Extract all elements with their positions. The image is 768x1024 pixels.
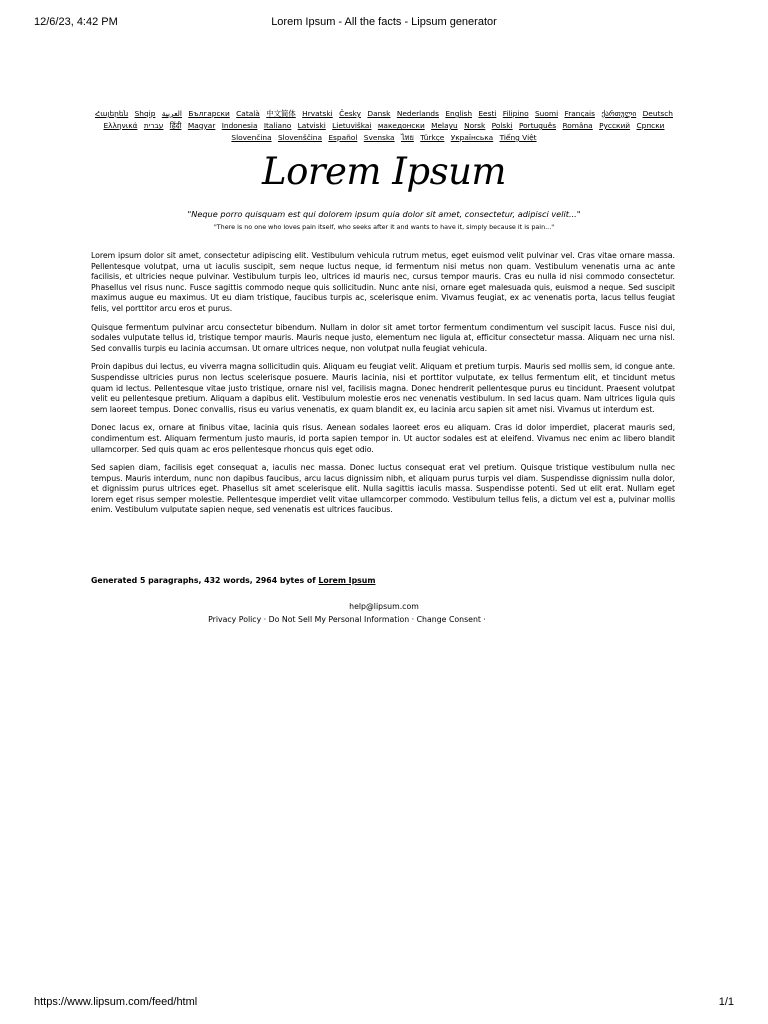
separator: ·	[409, 615, 417, 624]
language-link[interactable]: Català	[236, 109, 260, 118]
language-link[interactable]: Latviski	[297, 121, 326, 130]
print-url: https://www.lipsum.com/feed/html	[34, 996, 198, 1008]
language-link[interactable]: English	[445, 109, 473, 118]
paragraph: Donec lacus ex, ornare at finibus vitae, lacinia quis risus. Aenean sodales laoreet eros eu aliquam. Cras id dolor imperdiet, placerat mauris sed, condimentum est. Aliquam fermentum justo mauris, id porta sapien tempor in. Ut auctor sodales est at eleifend. Vivamus nec enim ac libero blandit ullamcorper. Sed quis quam ac eros pellentesque rhoncus quis eget odio.	[91, 423, 675, 454]
print-datetime: 12/6/23, 4:42 PM	[34, 16, 118, 28]
separator: ·	[261, 615, 269, 624]
language-link[interactable]: Magyar	[187, 121, 216, 130]
generated-summary	[91, 576, 376, 585]
language-link[interactable]: Indonesia	[221, 121, 258, 130]
language-link[interactable]: Eesti	[478, 109, 497, 118]
language-link[interactable]: Français	[564, 109, 595, 118]
language-link[interactable]: Norsk	[464, 121, 486, 130]
language-link[interactable]: Slovenščina	[277, 133, 323, 142]
language-link[interactable]: ไทย	[400, 133, 414, 142]
language-link[interactable]: Shqip	[134, 109, 156, 118]
language-link[interactable]: Româna	[562, 121, 593, 130]
language-link[interactable]: हिंदी	[169, 121, 182, 130]
print-page-title: Lorem Ipsum - All the facts - Lipsum generator	[271, 16, 497, 28]
language-link[interactable]: Slovenčina	[231, 133, 272, 142]
language-link[interactable]: Српски	[636, 121, 665, 130]
language-link[interactable]: Lietuviškai	[332, 121, 372, 130]
language-link[interactable]: Հայերեն	[95, 109, 129, 118]
lipsum-text	[91, 251, 675, 524]
paragraph: Quisque fermentum pulvinar arcu consectetur bibendum. Nullam in dolor sit amet tortor fermentum condimentum vel suscipit lacus. Fusce nisi dui, sodales vulputate tellus id, tristique tempor mauris. Mauris neque justo, elementum nec ligula at, efficitur consectetur massa. Aliquam nec urna nisl. Sed convallis turpis eu lacinia accumsan. Ut ornare ultrices neque, non volutpat nulla feugiat vehicula.	[91, 322, 675, 353]
footer-links	[0, 615, 694, 624]
change-consent-link[interactable]: Change Consent	[416, 615, 481, 624]
lorem-ipsum-link[interactable]: Lorem Ipsum	[318, 576, 376, 585]
english-quote: "There is no one who loves pain itself, who seeks after it and wants to have it, simply because it is pain..."	[213, 223, 555, 231]
print-header	[34, 16, 734, 30]
language-link[interactable]: Nederlands	[396, 109, 439, 118]
language-link[interactable]: Hrvatski	[302, 109, 333, 118]
language-link[interactable]: עברית	[143, 121, 164, 130]
language-link[interactable]: Italiano	[263, 121, 292, 130]
language-link[interactable]: Polski	[491, 121, 513, 130]
language-links	[88, 108, 680, 144]
language-link[interactable]: Ελληνικά	[103, 121, 138, 130]
language-link[interactable]: 中文简体	[266, 109, 296, 118]
generated-summary-text: Generated 5 paragraphs, 432 words, 2964 bytes of	[91, 576, 316, 585]
language-link[interactable]: Türkçe	[420, 133, 445, 142]
paragraph: Sed sapien diam, facilisis eget consequat a, iaculis nec massa. Donec luctus consequat erat vel pretium. Quisque tristique vestibulum nulla nec tempus. Mauris interdum, nunc non dapibus faucibus, arcu lacus dignissim nibh, et aliquam purus turpis vel diam. Suspendisse dignissim nulla dolor, et dignissim purus ultrices eget. Phasellus sit amet scelerisque elit. Nulla sagittis iaculis massa. Suspendisse potenti. Sed ut elit erat. Nullam eget lorem eget risus semper molestie. Pellentesque imperdiet velit vitae ullamcorper commodo. Vestibulum tellus felis, a dictum vel est a, pulvinar mollis enim. Vestibulum vulputate sapien neque, sed venenatis est ultrices faucibus.	[91, 463, 675, 515]
language-link[interactable]: Русский	[599, 121, 631, 130]
language-link[interactable]: ქართული	[601, 109, 637, 118]
language-link[interactable]: Tiếng Việt	[499, 133, 537, 142]
language-link[interactable]: Deutsch	[642, 109, 673, 118]
site-title: Lorem Ipsum	[262, 150, 506, 193]
language-link[interactable]: Suomi	[534, 109, 559, 118]
language-link[interactable]: Български	[188, 109, 230, 118]
do-not-sell-link[interactable]: Do Not Sell My Personal Information	[268, 615, 410, 624]
latin-quote: "Neque porro quisquam est qui dolorem ipsum quia dolor sit amet, consectetur, adipisci velit..."	[187, 209, 581, 219]
privacy-policy-link[interactable]: Privacy Policy	[208, 615, 262, 624]
language-link[interactable]: Svenska	[363, 133, 395, 142]
contact-email[interactable]: help@lipsum.com	[349, 602, 419, 611]
print-page-count: 1/1	[718, 996, 734, 1008]
language-link[interactable]: Melayu	[431, 121, 458, 130]
language-link[interactable]: македонски	[377, 121, 425, 130]
paragraph: Lorem ipsum dolor sit amet, consectetur adipiscing elit. Vestibulum vehicula rutrum metus, eget euismod velit pulvinar vel. Cras vitae ornare massa. Pellentesque volutpat, urna ut iaculis suscipit, sem neque luctus neque, id fermentum nisi metus non quam. Vestibulum venenatis urna ac ante facilisis, et ultricies neque pulvinar. Vestibulum turpis leo, ultrices id mauris nec, cursus tempor mauris. Cras eu nulla id nisi commodo consectetur. Phasellus vel risus nunc. Fusce sagittis commodo neque quis sollicitudin. Nunc ante nisi, ornare eget malesuada quis, euismod a neque. Sed suscipit maximus augue eu maximus. Ut eu diam tristique, faucibus turpis ac, scelerisque enim. Vivamus feugiat, ex ac venenatis porta, lacus tellus feugiat felis, vel porttitor arcu eros et purus.	[91, 251, 675, 313]
language-link[interactable]: Українська	[450, 133, 494, 142]
language-link[interactable]: Português	[518, 121, 557, 130]
separator: ·	[480, 615, 486, 624]
language-link[interactable]: العربية	[161, 109, 182, 118]
print-footer	[34, 996, 734, 1010]
paragraph: Proin dapibus dui lectus, eu viverra magna sollicitudin quis. Aliquam eu feugiat velit. Aliquam et pretium turpis. Mauris sed mollis sem, id congue ante. Suspendisse ultricies purus non lectus scelerisque posuere. Mauris lacinia, nisi et porttitor vulputate, ex tellus fermentum elit, et tincidunt metus quam id lectus. Pellentesque vitae justo tristique, ornare nisl vel, facilisis magna. Donec hendrerit pellentesque purus eu tincidunt. Praesent volutpat velit eu pellentesque pretium. Aliquam a dapibus elit. Vestibulum molestie eros nec venenatis vestibulum. In sed lacus quam. Nam ultrices ligula quis sem laoreet tempus. Donec convallis, risus eu varius venenatis, ex quam blandit ex, eu lacinia arcu sapien sit amet nisi. Vivamus ut interdum est.	[91, 362, 675, 414]
language-link[interactable]: Dansk	[367, 109, 391, 118]
language-link[interactable]: Español	[328, 133, 358, 142]
language-link[interactable]: Česky	[339, 109, 362, 118]
language-link[interactable]: Filipino	[502, 109, 529, 118]
